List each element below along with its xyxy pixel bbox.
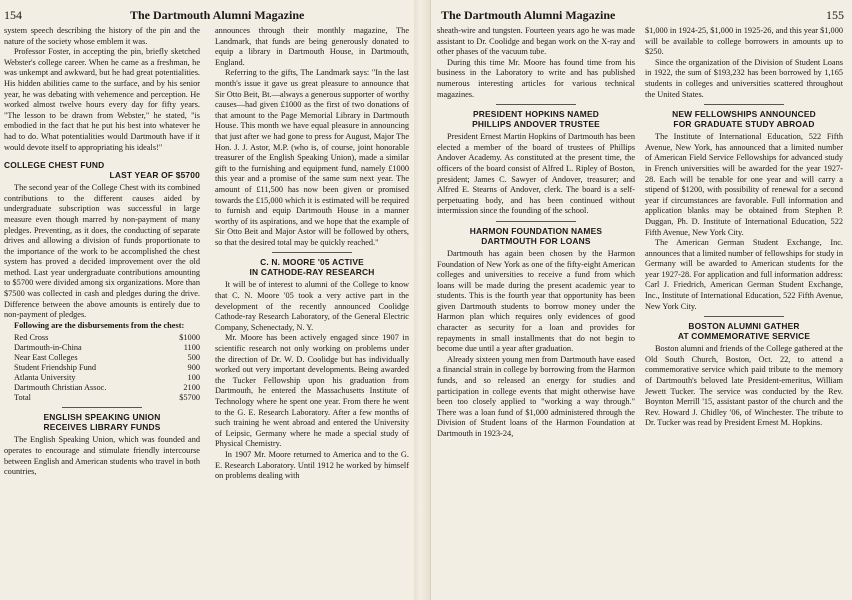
disbursement-amount: 1100 — [183, 343, 200, 353]
disbursement-amount: $1000 — [179, 333, 200, 343]
paragraph: sheath-wire and tungsten. Fourteen years ago he was made assistant to Dr. Coolidge and began work on the X-ray and other phases of the vacuum tube. — [437, 26, 635, 57]
heading-line: DARTMOUTH FOR LOANS — [481, 235, 591, 246]
disbursements-table — [4, 333, 200, 403]
heading-line: HARMON FOUNDATION NAMES — [469, 225, 603, 236]
right-column-2 — [645, 26, 843, 429]
paragraph: Professor Foster, in accepting the pin, briefly sketched Webster's college career. When he came as a freshman, he was unkempt and awkward, but he had great potentialities. His hidden abilities came to the surface, and by his senior year, he was debating with vehemence and perception. He worked almost twelve hours every day for fifty years. "The lesson to be drawn from Webster," he stated, "is embodied in the fact that he put his best into whatever he had to do. What potentialities would Dartmouth have if it would devote itself to appropriating his ideals!" — [4, 47, 200, 152]
disbursement-name: Atlanta University — [14, 373, 76, 383]
page-number: 154 — [4, 8, 22, 22]
divider — [272, 252, 352, 253]
running-header: The Dartmouth Alumni Magazine — [130, 8, 305, 22]
divider — [704, 104, 784, 105]
paragraph: Since the organization of the Division of Student Loans in 1922, the sum of $193,232 has been borrowed by 1,165 students in colleges and universities scattered throughout the United States. — [645, 57, 843, 99]
left-column-2 — [215, 26, 409, 482]
right-page — [430, 0, 852, 600]
paragraph: announces through their monthly magazine, The Landmark, that funds are being generously donated to equip a library in Dartmouth House, in Dartmouth, England. — [215, 26, 409, 67]
heading-line: LAST YEAR OF $5700 — [109, 170, 200, 181]
total-amount: $5700 — [179, 393, 200, 403]
article-heading — [437, 109, 635, 129]
page-number: 155 — [826, 8, 844, 22]
article-heading — [4, 412, 200, 432]
right-column-1 — [437, 26, 635, 440]
paragraph: President Ernest Martin Hopkins of Dartmouth has been elected a member of the board of trustees of Phillips Andover Academy. As constituted at the present time, the officers of the board consist of Alfred L. Ripley of Boston, president; James C. Sawyer of Andover, treasurer; and Alfred E. Stearns of Andover, clerk. The board is a self-perpetuating body, and has been continued without intermission since the founding of the school. — [437, 132, 635, 216]
divider — [496, 221, 576, 222]
paragraph: Boston alumni and friends of the College gathered at the Old South Church, Boston, Oct. 22, to attend a commemorative service which paid tribute to the memory of Dartmouth's beloved late President-emeritus, William Jewett Tucker. The service was conducted by the Rev. Boynton Merrill '15, assistant pastor of the church and the Rev. Howard J. Chidley '06, of Winchester. The tribute to Dr. Tucker was read by President Ernest M. Hopkins. — [645, 344, 843, 428]
binding-gutter — [414, 0, 430, 600]
heading-line: ENGLISH SPEAKING UNION — [43, 412, 161, 423]
heading-line: PHILLIPS ANDOVER TRUSTEE — [472, 119, 600, 130]
table-row — [4, 363, 200, 373]
paragraph: Referring to the gifts, The Landmark says: "In the last month's issue it gave us great pleasure to announce that Sir Otto Beit, Bt.—always a generous supporter of worthy causes—had given £1000 as the first of two donations of that amount to the Page Memorial Library in Dartmouth House. This month we have equal pleasure in announcing that just after we had gone to press for August, Major The Hon. J. J. Astor, M.P. (who is, of course, joint honorable treasurer of the English Speaking Union), made a similar gift to the furnishing and equipment fund, namely £1000 this year and a promise of the same sum next year. The amount of £11,500 has now been given or promised towards the £15,000 which it is estimated will be required to furnish and equip Dartmouth House in a manner worthy of its aspirations, and we hope that the example of Sir Otto Beit and Major Astor will be followed by others, so that the desired total may be quickly reached." — [215, 68, 409, 247]
divider — [704, 316, 784, 317]
paragraph: The American German Student Exchange, Inc. announces that a limited number of fellowships for study in Germany will be awarded to American students for the year 1927-28. For application and full information address: Carl J. Friedrich, American German Student Exchange, Inc., Institute of International Education, 522 Fifth Avenue, New York City. — [645, 238, 843, 311]
article-heading — [437, 226, 635, 246]
heading-line: PRESIDENT HOPKINS NAMED — [472, 109, 600, 120]
article-heading — [4, 160, 200, 180]
divider — [62, 407, 142, 408]
paragraph: Already sixteen young men from Dartmouth have eased a financial strain in college by borrowing from the Harmon funds, and so released an energy for studies and participation in college events that might otherwise have been too closely applied to "working a way through." There was a loan fund of $1,000 administered through the Division of Student loans of the Harmon Foundation at Dartmouth in 1923-24, — [437, 354, 635, 438]
paragraph: Dartmouth has again been chosen by the Harmon Foundation of New York as one of the fifty-eight American colleges and universities to receive a fund from which loans will be made during the present academic year to students. This is the fourth year that opportunity has been given Dartmouth students to borrow money under the Harmon plan which requires only evidences of good character as security for a loan and provides for repayments in small installments that do not begin to become due until a year after graduation. — [437, 248, 635, 354]
heading-line: COLLEGE CHEST FUND — [4, 160, 105, 171]
total-label: Total — [14, 393, 31, 403]
heading-line: RECEIVES LIBRARY FUNDS — [43, 422, 161, 433]
paragraph: The second year of the College Chest with its combined contributions to the different causes aided by undergraduate subscription was successful in large measure even though marred by non-payment of many pledges. Preventing, as it does, the conducting of separate drives and allowing a division of funds proportionate to the importance of the work to be accomplished the chest system has proved a decided improvement over the old method. Last year undergraduate contributions amounting to $5700 were divided among six organizations. More than $7500 was collected in cash and pledges during the drive. Difference between the above amounts is entirely due to non-payment of pledges. — [4, 183, 200, 320]
disbursement-name: Dartmouth-in-China — [14, 343, 82, 353]
paragraph: Following are the disbursements from the chest: — [14, 320, 185, 330]
disbursement-amount: 100 — [187, 373, 200, 383]
disbursement-name: Student Friendship Fund — [14, 363, 97, 373]
table-row — [4, 373, 200, 383]
left-column-1 — [4, 26, 200, 478]
heading-line: IN CATHODE-RAY RESEARCH — [249, 267, 375, 278]
disbursement-name: Red Cross — [14, 333, 49, 343]
article-heading — [645, 109, 843, 129]
divider — [496, 104, 576, 105]
heading-line: C. N. MOORE '05 ACTIVE — [260, 257, 364, 268]
disbursement-amount: 900 — [187, 363, 200, 373]
heading-line: AT COMMEMORATIVE SERVICE — [677, 331, 811, 342]
running-header: The Dartmouth Alumni Magazine — [441, 8, 616, 22]
paragraph: During this time Mr. Moore has found time from his business in the Laboratory to write and has published numerous interesting articles for various technical magazines. — [437, 57, 635, 99]
table-row — [4, 343, 200, 353]
article-heading — [215, 257, 409, 277]
table-row — [4, 333, 200, 343]
paragraph: system speech describing the history of the pin and the nature of the society whose emblem it was. — [4, 26, 200, 46]
disbursement-amount: 500 — [187, 353, 200, 363]
heading-line: FOR GRADUATE STUDY ABROAD — [673, 119, 815, 130]
table-row — [4, 393, 200, 403]
paragraph: In 1907 Mr. Moore returned to America and to the G. E. Research Laboratory. Until 1912 he worked by himself on problems dealing with — [215, 449, 409, 481]
paragraph: The Institute of International Education, 522 Fifth Avenue, New York, has announced that a limited number of American Field Service Fellowships for advanced study in French universities will be awarded for the year 1927-28. Each will be tenable for one year and will carry a stipend of $1200, with possibility of renewal for a second year if circumstances are favorable. Full information and application blanks may be obtained from Stephen P. Duggan, Ph. D. Institute of International Education, 522 Fifth Avenue, New York City. — [645, 132, 843, 237]
paragraph: Mr. Moore has been actively engaged since 1907 in scientific research not only working on problems under the direction of Dr. W. D. Coolidge but has individually worked out very important developments. Being awarded the Tucker Fellowship upon his graduation from Dartmouth, he entered the Massachusetts Institute of Technology where he spent one year. From there he went to the G. E. Research Laboratory. After a few months of such training he went abroad and entered the University of Leipsic, Germany where he made a special study of Physical Chemistry. — [215, 333, 409, 449]
paragraph: $1,000 in 1924-25, $1,000 in 1925-26, and this year $1,000 will be available to college borrowers in amounts up to $250. — [645, 26, 843, 57]
paragraph: The English Speaking Union, which was founded and operates to encourage and stimulate friendly intercourse between English and American students who travel in both countries, — [4, 435, 200, 477]
paragraph: It will be of interest to alumni of the College to know that C. N. Moore '05 took a very active part in the development of the recently announced Coolidge Cathode-ray Research Laboratory, of the General Electric Company, Schenectady, N. Y. — [215, 280, 409, 332]
heading-line: BOSTON ALUMNI GATHER — [688, 321, 800, 332]
disbursement-name: Dartmouth Christian Assoc. — [14, 383, 107, 393]
article-heading — [645, 321, 843, 341]
left-page — [0, 0, 414, 600]
table-row — [4, 383, 200, 393]
disbursement-amount: 2100 — [183, 383, 200, 393]
heading-line: NEW FELLOWSHIPS ANNOUNCED — [672, 109, 816, 120]
disbursement-name: Near East Colleges — [14, 353, 78, 363]
table-row — [4, 353, 200, 363]
